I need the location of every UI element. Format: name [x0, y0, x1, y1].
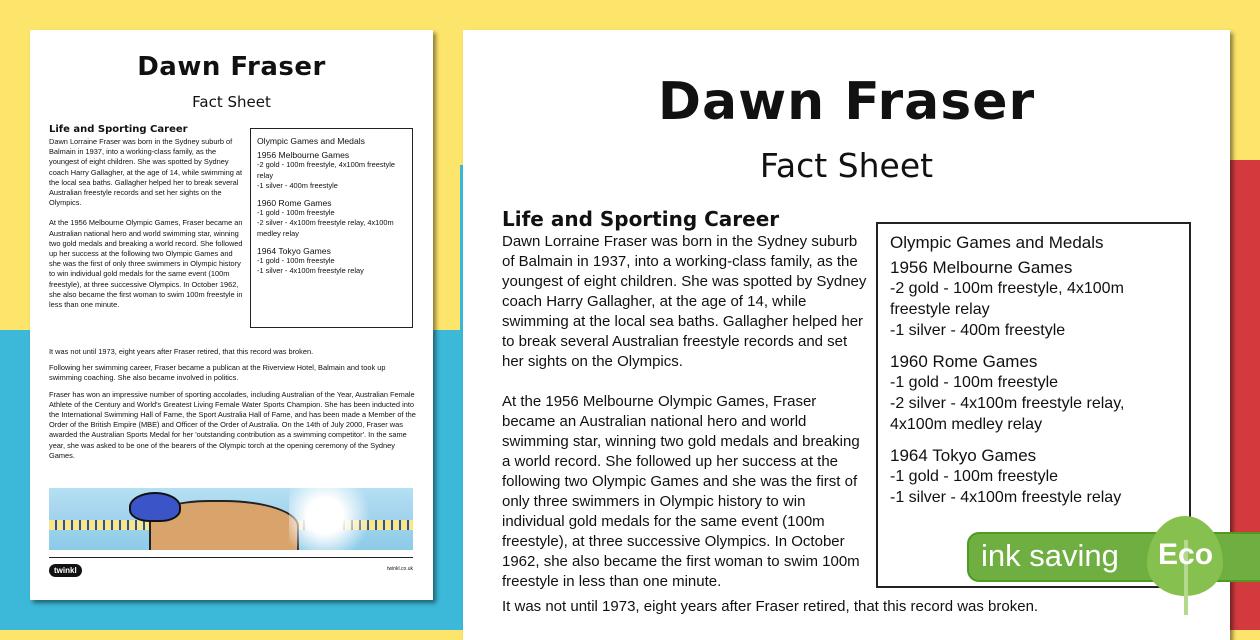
page-subtitle: Fact Sheet [192, 93, 271, 111]
games-name: 1956 Melbourne Games [257, 150, 350, 161]
paragraph: It was not until 1973, eight years after Fraser retired, that this record was broken. [49, 347, 314, 356]
paragraph: Fraser has won an impressive number of sporting accolades, including Australian of the Year, Australian Female Athlete of the Century and World's Greatest Living Female Water Sports Champion. She has been inducted into the International Swimming Hall of Fame, the Sport Australia Hall of Fame, and has been made a Member of the Order of the British Empire (MBE) and Officer of the Order of Australia. On the 14th of July 2000, Fraser was awarded the Australian Sports Medal for her 'outstanding contribution as a swimming competitor'. In the same year, she was asked to be one of the bearers of the Olympic torch at the opening ceremony of the Sydney Games. [49, 389, 416, 460]
games-name: 1960 Rome Games [257, 198, 332, 209]
body-text [49, 137, 245, 310]
eco-label: Eco [1158, 538, 1214, 571]
medal-line: -1 gold - 100m freestyle [890, 468, 1059, 485]
medal-line: -1 silver - 400m freestyle [257, 180, 338, 190]
swim-cap [129, 492, 181, 522]
footer-url: twinkl.co.uk [387, 566, 413, 572]
paragraph: Following her swimming career, Fraser became a publican at the Riverview Hotel, Balmain and took up swimming coaching. She also became involved in politics. [49, 363, 386, 383]
games-name: 1964 Tokyo Games [257, 245, 331, 256]
swimmer-illustration [49, 482, 413, 550]
twinkl-logo: twinkl [49, 564, 82, 577]
games-name: 1964 Tokyo Games [890, 446, 1037, 465]
page-title: Dawn Fraser [657, 72, 1036, 132]
splash [289, 482, 409, 550]
section-heading: Life and Sporting Career [502, 207, 780, 231]
medal-line: -1 silver - 4x100m freestyle relay [890, 489, 1122, 506]
paragraph: Dawn Lorraine Fraser was born in the Sydney suburb of Balmain in 1937, into a working-class family, as the youngest of eight children. She was spotted by Sydney coach Harry Gallagher, at the age of 14, while swimming at the local sea baths. Gallagher helped her to break several Australian freestyle records and set her sights on the Olympics. [49, 137, 243, 208]
paragraph: At the 1956 Melbourne Olympic Games, Fraser became an Australian national hero and world swimming star, winning two gold medals and breaking a world record. She followed up her success at the following two Olympic Games and she was the first of only three swimmers in Olympic history to win individual gold medals for the same event (100m freestyle), at three successive Olympics. In October 1962, she also became the first woman to swim 100m freestyle in less than one minute. [49, 218, 243, 310]
footer-divider [49, 557, 413, 558]
page-title: Dawn Fraser [137, 52, 326, 82]
medal-line: -1 silver - 400m freestyle [890, 322, 1066, 339]
medal-line: -1 gold - 100m freestyle [257, 208, 335, 218]
thumbnail-page [30, 30, 433, 600]
badge-text: ink saving [981, 538, 1119, 573]
medal-line: -2 gold - 100m freestyle, 4x100m freestyle relay [257, 160, 396, 180]
paragraph: Dawn Lorraine Fraser was born in the Sydney suburb of Balmain in 1937, into a working-class family, as the youngest of eight children. She was spotted by Sydney coach Harry Gallagher, at the age of 14, while swimming at the local sea baths. Gallagher helped her to break several Australian freestyle records and set her sights on the Olympics. [502, 233, 867, 370]
medals-box [250, 128, 413, 328]
medals-title: Olympic Games and Medals [257, 136, 365, 146]
medal-line: -2 silver - 4x100m freestyle relay, 4x100m medley relay [890, 395, 1125, 433]
games-name: 1956 Melbourne Games [890, 258, 1073, 277]
paragraph: It was not until 1973, eight years after Fraser retired, that this record was broken. [502, 598, 1039, 615]
medal-line: -1 gold - 100m freestyle [890, 374, 1059, 391]
section-heading: Life and Sporting Career [49, 124, 188, 135]
page-subtitle: Fact Sheet [759, 146, 934, 185]
body-text-wide [49, 347, 419, 467]
medal-line: -2 silver - 4x100m freestyle relay, 4x100m medley relay [257, 218, 394, 238]
paragraph: At the 1956 Melbourne Olympic Games, Fraser became an Australian national hero and world swimming star, winning two gold medals and breaking a world record. She followed up her success at the following two Olympic Games and she was the first of only three swimmers in Olympic history to win individual gold medals for the same event (100m freestyle), at three successive Olympics. In October 1962, she also became the first woman to swim 100m freestyle in less than one minute. [502, 393, 860, 590]
medal-line: -1 silver - 4x100m freestyle relay [257, 266, 364, 276]
body-text [502, 232, 870, 612]
medals-title: Olympic Games and Medals [890, 233, 1104, 252]
medal-line: -1 gold - 100m freestyle [257, 256, 335, 266]
games-name: 1960 Rome Games [890, 352, 1038, 371]
medal-line: -2 gold - 100m freestyle, 4x100m freestyle relay [890, 280, 1124, 318]
